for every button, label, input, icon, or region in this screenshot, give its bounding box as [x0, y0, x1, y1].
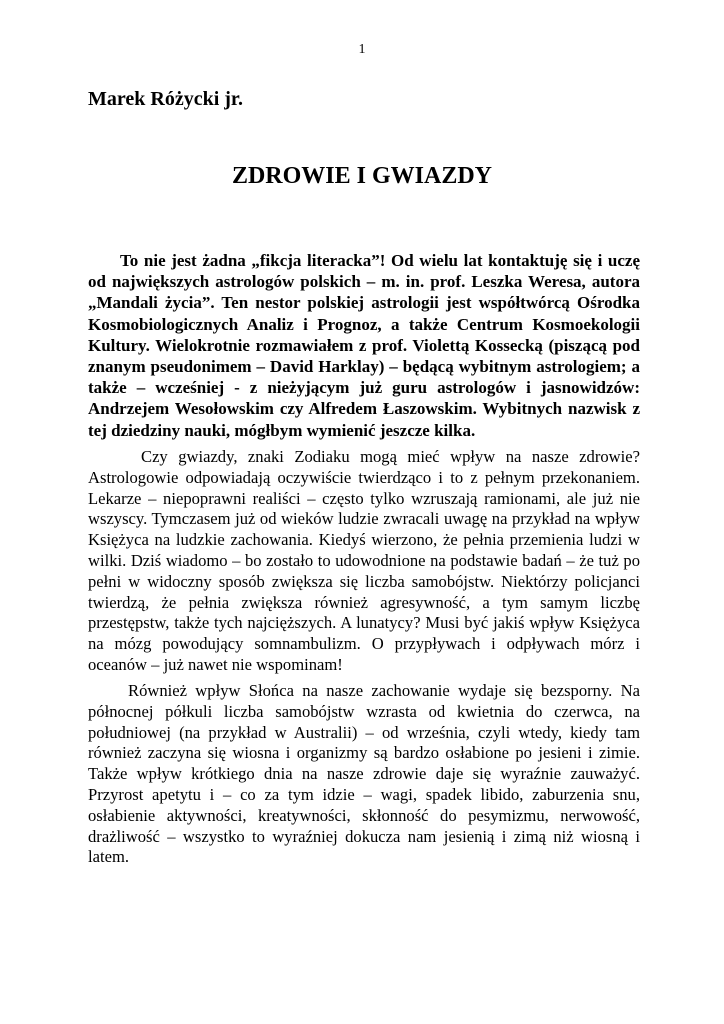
body-paragraph-1: Czy gwiazdy, znaki Zodiaku mogą mieć wpływ na nasze zdrowie? Astrologowie odpowiadają oczywiście twierdząco i to z pełnym przekonaniem. Lekarze – niepoprawni realiści – często tylko wzruszają ramionami, ale już nie wszyscy. Tymczasem już od wieków ludzie zwracali uwagę na przykład na wpływ Księżyca na ludzkie zachowania. Kiedyś wierzono, że pełnia przemienia ludzi w wilki. Dziś wiadomo – bo zostało to udowodnione na podstawie badań – że tuż po pełni w widoczny sposób zwiększa się liczba samobójstw. Niektórzy policjanci twierdzą, że pełnia zwiększa również agresywność, a tym samym liczbę przestępstw, także tych najcięższych. A lunatycy? Musi być jakiś wpływ Księżyca na mózg powodujący somnambulizm. O przypływach i odpływach mórz i oceanów – już nawet nie wspominam! [88, 447, 640, 674]
author-name: Marek Różycki jr. [88, 88, 243, 110]
body-paragraph-2: Również wpływ Słońca na nasze zachowanie wydaje się bezsporny. Na północnej półkuli liczba samobójstw wzrasta od kwietnia do czerwca, na południowej (na przykład w Australii) – od września, czyli wtedy, kiedy tam również zaczyna się wiosna i organizmy są bardzo osłabione po jesieni i zimie. Także wpływ krótkiego dnia na nasze zdrowie daje się wyraźnie zauważyć. Przyrost apetytu i – co za tym idzie – wagi, spadek libido, zaburzenia snu, osłabienie aktywności, kreatywności, skłonność do pesymizmu, nerwowość, drażliwość – wszystko to wyraźniej dokucza nam jesienią i zimą niż wiosną i latem. [88, 681, 640, 867]
lead-paragraph: To nie jest żadna „fikcja literacka”! Od wielu lat kontaktuję się i uczę od największych astrologów polskich – m. in. prof. Leszka Weresa, autora „Mandali życia”. Ten nestor polskiej astrologii jest współtwórcą Ośrodka Kosmobiologicznych Analiz i Prognoz, a także Centrum Kosmoekologii Kultury. Wielokrotnie rozmawiałem z prof. Violettą Kossecką (piszącą pod znanym pseudonimem – David Harklay) – będącą wybitnym astrologiem; a także – wcześniej - z nieżyjącym już guru astrologów i jasnowidzów: Andrzejem Wesołowskim czy Alfredem Łaszowskim. Wybitnych nazwisk z tej dziedziny nauki, mógłbym wymienić jeszcze kilka. [88, 251, 640, 440]
article-title: ZDROWIE I GWIAZDY [231, 163, 493, 189]
page-number: 1 [358, 42, 366, 57]
